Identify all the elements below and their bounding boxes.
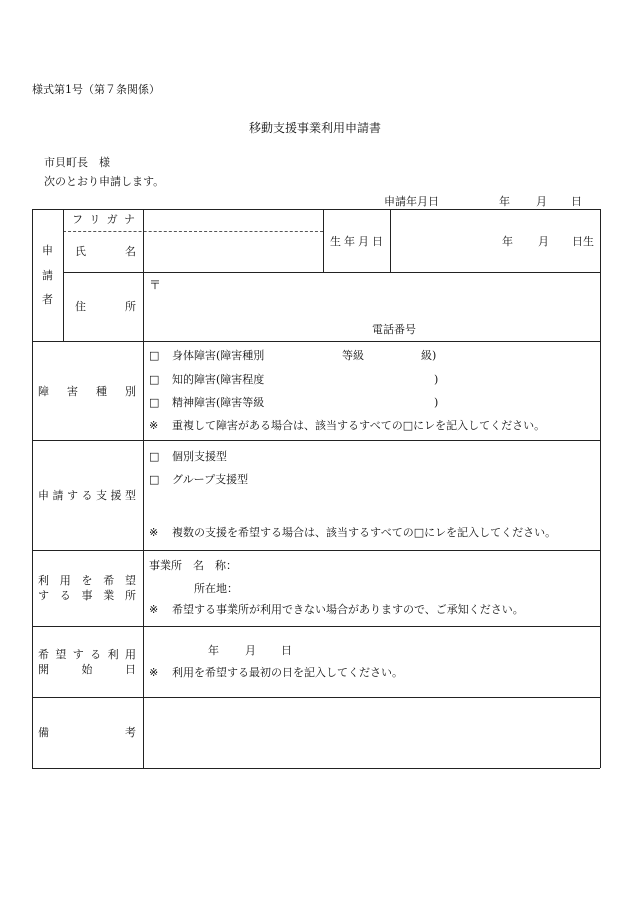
table-line-applicant-end xyxy=(32,341,600,342)
dob-label: 生 年 月 日 xyxy=(330,235,383,248)
label-column-divider xyxy=(143,209,144,768)
physical-text: 身体障害(障害種別 xyxy=(172,349,265,362)
form-number: 様式第1号（第７条関係） xyxy=(32,83,160,96)
dob-year: 年 xyxy=(502,235,513,248)
start-date-day: 日 xyxy=(281,644,292,657)
mental-close: ) xyxy=(434,396,439,409)
dob-month: 月 xyxy=(538,235,549,248)
intellectual-text: 知的障害(障害程度 xyxy=(172,373,265,386)
disability-note: 重複して障害がある場合は、該当するすべての□にレを記入してください。 xyxy=(172,419,546,432)
provider-label-line1: 利 用 を 希 望 xyxy=(38,574,136,587)
support-note-mark: ※ xyxy=(149,526,159,539)
intro-text: 次のとおり申請します。 xyxy=(44,175,165,188)
provider-address-label: 所在地： xyxy=(194,582,238,595)
start-date-label-line1: 希 望 す る 利 用 xyxy=(38,648,136,661)
intellectual-close: ) xyxy=(434,373,439,386)
individual-support-text: 個別支援型 xyxy=(172,450,227,463)
addressee: 市貝町長 様 xyxy=(44,156,110,169)
checkbox-physical[interactable]: □ xyxy=(149,349,160,362)
postal-mark: 〒 xyxy=(149,278,162,292)
table-line-bottom xyxy=(32,768,600,769)
remarks-label: 備 考 xyxy=(38,726,136,739)
group-support-text: グループ支援型 xyxy=(172,473,249,486)
start-date-label-line2: 開 始 日 xyxy=(38,663,136,676)
table-line-disability-end xyxy=(32,440,600,441)
phone-label: 電話番号 xyxy=(372,323,416,336)
start-date-note-mark: ※ xyxy=(149,666,159,679)
dob-label-right-divider xyxy=(390,209,391,272)
checkbox-mental[interactable]: □ xyxy=(149,396,160,409)
furigana-divider xyxy=(63,231,323,232)
furigana-label: フ リ ガ ナ xyxy=(72,213,135,226)
disability-type-label: 障 害 種 別 xyxy=(38,385,136,398)
checkbox-group[interactable]: □ xyxy=(149,473,160,486)
table-line-support-end xyxy=(32,550,600,551)
table-line-start-end xyxy=(32,697,600,698)
page-title: 移動支援事業利用申請書 xyxy=(248,121,381,135)
provider-note-mark: ※ xyxy=(149,603,159,616)
table-line-right xyxy=(600,209,601,768)
start-date-note: 利用を希望する最初の日を記入してください。 xyxy=(172,666,403,679)
dob-label-left-divider xyxy=(323,209,324,272)
applicant-label-divider xyxy=(63,209,64,341)
support-type-label: 申 請 す る 支 援 型 xyxy=(38,489,136,502)
table-line-top xyxy=(32,209,600,210)
mental-text: 精神障害(障害等級 xyxy=(172,396,265,409)
start-date-year: 年 xyxy=(208,644,219,657)
checkbox-intellectual[interactable]: □ xyxy=(149,373,160,386)
name-label: 氏 名 xyxy=(75,245,136,258)
provider-label-line2: す る 事 業 所 xyxy=(38,589,136,602)
table-line-provider-end xyxy=(32,626,600,627)
application-date-label: 申請年月日 xyxy=(384,195,439,208)
checkbox-individual[interactable]: □ xyxy=(149,450,160,463)
provider-name-label: 事業所 名 称： xyxy=(149,559,237,572)
application-date-year: 年 xyxy=(499,195,510,208)
provider-note: 希望する事業所が利用できない場合がありますので、ご承知ください。 xyxy=(172,603,524,616)
address-label: 住 所 xyxy=(75,300,136,313)
physical-grade: 等級 xyxy=(342,349,364,362)
disability-note-mark: ※ xyxy=(149,419,159,432)
start-date-month: 月 xyxy=(245,644,256,657)
physical-grade-close: 級) xyxy=(421,349,437,362)
applicant-section-label: 申 請 者 xyxy=(42,244,53,306)
application-date-month: 月 xyxy=(536,195,547,208)
dob-day-suffix: 日生 xyxy=(572,235,594,248)
application-date-day: 日 xyxy=(571,195,582,208)
support-note: 複数の支援を希望する場合は、該当するすべての□にレを記入してください。 xyxy=(172,526,557,539)
